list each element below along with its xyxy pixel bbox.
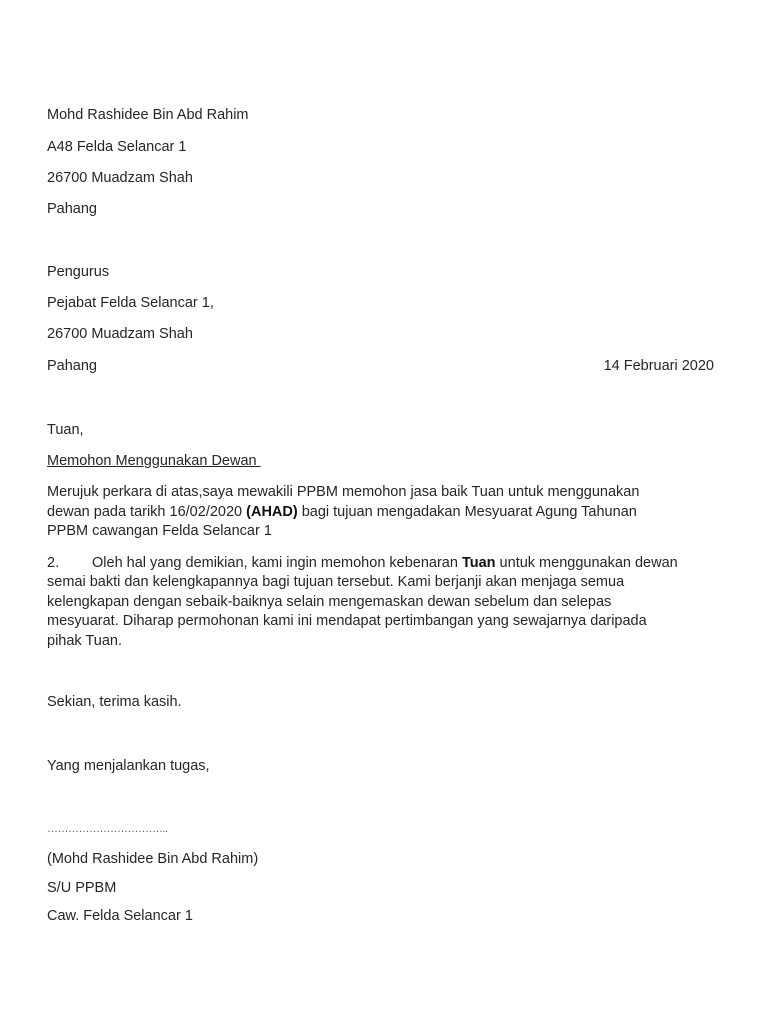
recipient-address-line: Pejabat Felda Selancar 1, xyxy=(47,295,214,311)
signatory-position: S/U PPBM xyxy=(47,880,117,896)
paragraph2-line: kelengkapan dengan sebaik-baiknya selain mengemaskan dewan sebelum dan selepas xyxy=(47,594,612,610)
signatory-branch: Caw. Felda Selancar 1 xyxy=(47,908,193,924)
recipient-address-line: Pahang xyxy=(47,358,97,374)
letter-date: 14 Februari 2020 xyxy=(603,358,714,374)
signoff: Yang menjalankan tugas, xyxy=(47,758,210,774)
paragraph1-line: PPBM cawangan Felda Selancar 1 xyxy=(47,523,272,539)
paragraph2-line xyxy=(47,554,678,572)
recipient-address-line: 26700 Muadzam Shah xyxy=(47,326,193,342)
recipient-title: Pengurus xyxy=(47,264,110,280)
sender-address-line: A48 Felda Selancar 1 xyxy=(47,139,187,155)
signatory-name: (Mohd Rashidee Bin Abd Rahim) xyxy=(47,851,259,867)
salutation: Tuan, xyxy=(47,422,84,438)
paragraph1-line xyxy=(47,503,637,521)
sender-name: Mohd Rashidee Bin Abd Rahim xyxy=(47,107,249,123)
text: untuk menggunakan dewan xyxy=(495,555,678,571)
closing: Sekian, terima kasih. xyxy=(47,694,182,710)
paragraph1-line: Merujuk perkara di atas,saya mewakili PPBM memohon jasa baik Tuan untuk menggunakan xyxy=(47,484,640,500)
bold-day: (AHAD) xyxy=(246,504,298,520)
text: bagi tujuan mengadakan Mesyuarat Agung Tahunan xyxy=(297,504,637,520)
paragraph2-line: semai bakti dan kelengkapannya bagi tujuan tersebut. Kami berjanji akan menjaga semua xyxy=(47,574,625,590)
paragraph2-line: pihak Tuan. xyxy=(47,633,122,649)
signature-line: …………………………….. xyxy=(47,823,168,835)
sender-address-line: Pahang xyxy=(47,201,97,217)
text: dewan pada tarikh 16/02/2020 xyxy=(47,504,247,520)
paragraph2-line: mesyuarat. Diharap permohonan kami ini mendapat pertimbangan yang sewajarnya daripada xyxy=(47,613,647,629)
paragraph-number: 2. xyxy=(47,555,60,571)
subject-heading: Memohon Menggunakan Dewan xyxy=(47,453,261,469)
bold-tuan: Tuan xyxy=(461,555,496,571)
text: Oleh hal yang demikian, kami ingin memohon kebenaran xyxy=(92,555,462,571)
sender-address-line: 26700 Muadzam Shah xyxy=(47,170,193,186)
